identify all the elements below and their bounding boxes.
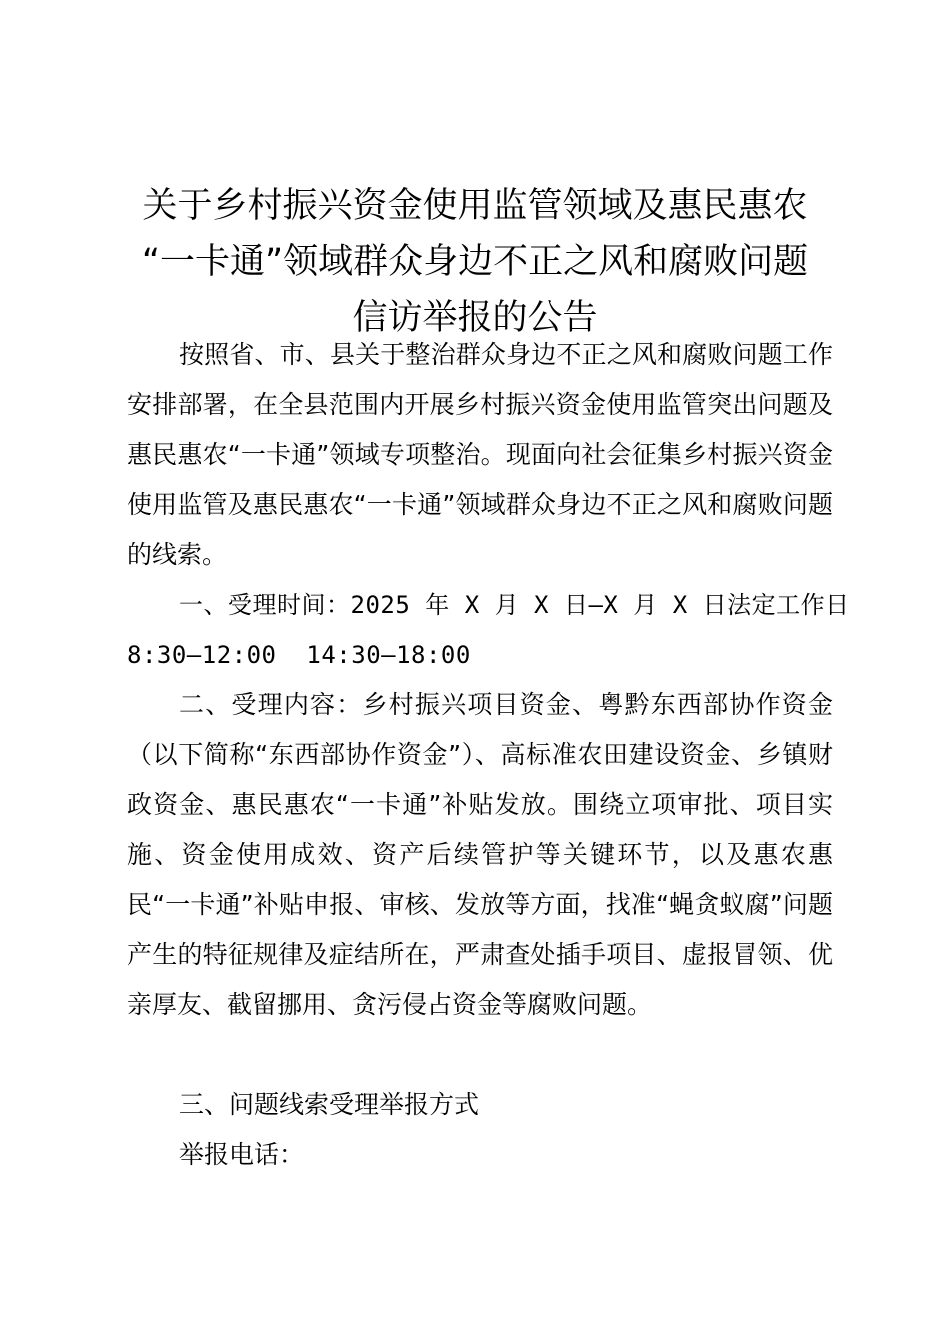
section-1-line-2: 8:30—12:00 14:30—18:00 bbox=[127, 641, 471, 669]
section-2-acceptance-content: 二、受理内容：乡村振兴项目资金、粤黔东西部协作资金（以下简称“东西部协作资金”）、高标准农田建设资金、乡镇财政资金、惠民惠农“一卡通”补贴发放。围绕立项审批、项目实施、资金使用成效、资产后续管护等关键环节，以及惠农惠民“一卡通”补贴申报、审核、发放等方面，找准“蝇贪蚁腐”问题产生的特征规律及症结所在，严肃查处插手项目、虚报冒领、优亲厚友、截留挪用、贪污侵占资金等腐败问题。 bbox=[127, 690, 833, 1019]
section-1-line-1: 一、受理时间：2025 年 X 月 X 日—X 月 X 日法定工作日 bbox=[179, 591, 850, 619]
document-body bbox=[127, 330, 850, 1180]
title-line-2: “一卡通”领域群众身边不正之风和腐败问题 bbox=[141, 242, 809, 282]
intro-paragraph: 按照省、市、县关于整治群众身边不正之风和腐败问题工作安排部署，在全县范围内开展乡村振兴资金使用监管突出问题及惠民惠农“一卡通”领域专项整治。现面向社会征集乡村振兴资金使用监管及惠民惠农“一卡通”领域群众身边不正之风和腐败问题的线索。 bbox=[127, 340, 833, 569]
title-line-3: 信访举报的公告 bbox=[352, 298, 598, 338]
title-line-1: 关于乡村振兴资金使用监管领域及惠民惠农 bbox=[142, 186, 808, 226]
section-1-acceptance-time bbox=[127, 580, 850, 680]
report-phone-label: 举报电话： bbox=[179, 1140, 305, 1169]
document-title bbox=[100, 178, 850, 346]
blank-line bbox=[127, 1030, 833, 1080]
section-3-heading: 三、问题线索受理举报方式 bbox=[179, 1090, 480, 1119]
